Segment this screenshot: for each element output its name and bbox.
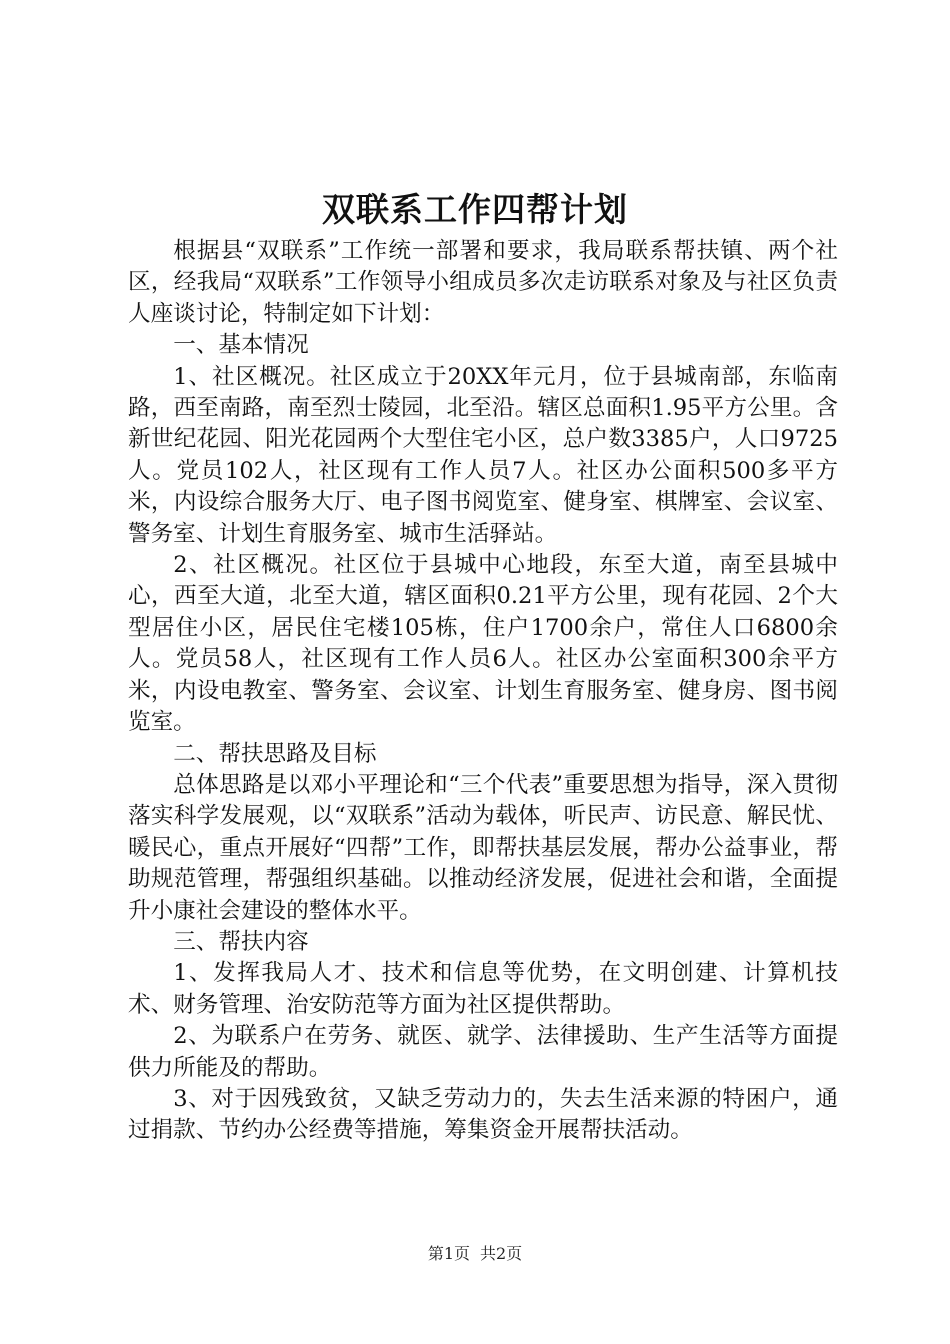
page-footer: [0, 1243, 950, 1265]
community-2-paragraph: 2、社区概况。社区位于县城中心地段，东至大道，南至县城中心，西至大道，北至大道，辖区面积0.21平方公里，现有花园、2个大型居住小区，居民住宅楼105栋，住户1700余户，常住人口6800余人。党员58人，社区现有工作人员6人。社区办公室面积300余平方米，内设电教室、警务室、会议室、计划生育服务室、健身房、图书阅览室。: [128, 552, 838, 736]
page-number: 第1页: [427, 1244, 470, 1263]
document-title: 双联系工作四帮计划: [322, 190, 628, 229]
section-heading-basic-situation: 一、基本情况: [173, 332, 309, 359]
support-item-2: 2、为联系户在劳务、就医、就学、法律援助、生产生活等方面提供力所能及的帮助。: [128, 1023, 838, 1081]
support-item-3: 3、对于因残致贫，又缺乏劳动力的，失去生活来源的特困户，通过捐款、节约办公经费等措施，筹集资金开展帮扶活动。: [128, 1085, 838, 1144]
support-item-1: 1、发挥我局人才、技术和信息等优势，在文明创建、计算机技术、财务管理、治安防范等方面为社区提供帮助。: [128, 960, 838, 1018]
community-1-paragraph: 1、社区概况。社区成立于20XX年元月，位于县城南部，东临南路，西至南路，南至烈士陵园，北至沿。辖区总面积1.95平方公里。含新世纪花园、阳光花园两个大型住宅小区，总户数3385户，人口9725人。党员102人，社区现有工作人员7人。社区办公面积500多平方米，内设综合服务大厅、电子图书阅览室、健身室、棋牌室、会议室、警务室、计划生育服务室、城市生活驿站。: [128, 363, 838, 547]
page-total: 共2页: [480, 1244, 523, 1263]
section-heading-ideas-goals: 二、帮扶思路及目标: [173, 740, 377, 767]
intro-paragraph: 根据县“双联系”工作统一部署和要求，我局联系帮扶镇、两个社区，经我局“双联系”工作领导小组成员多次走访联系对象及与社区负责人座谈讨论，特制定如下计划：: [128, 238, 838, 327]
section-heading-support-content: 三、帮扶内容: [173, 928, 309, 955]
general-idea-paragraph: 总体思路是以邓小平理论和“三个代表”重要思想为指导，深入贯彻落实科学发展观，以“双联系”活动为载体，听民声、访民意、解民忧、暖民心，重点开展好“四帮”工作，即帮扶基层发展，帮办公益事业，帮助规范管理，帮强组织基础。以推动经济发展，促进社会和谐，全面提升小康社会建设的整体水平。: [128, 771, 838, 924]
document-body: [128, 236, 838, 1147]
